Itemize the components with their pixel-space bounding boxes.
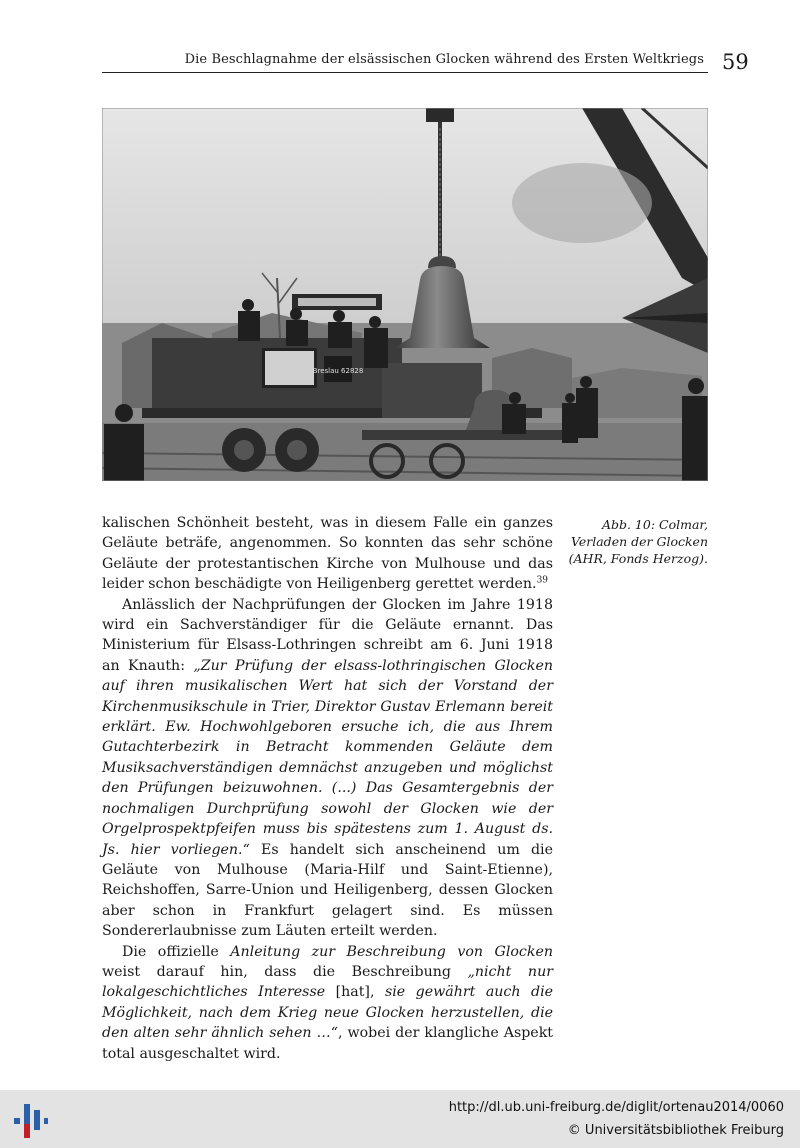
page-number: 59 [722,50,749,74]
paragraph-2-tail: Es handelt sich anscheinend um die Geläute von Mulhouse (Maria-Hilf und Saint-Etienne), Reichshoffen, Sarre-Union und Heiligenberg, dessen Glocken aber schon in Frankfurt gelagert sind. Es müssen Sondererlaubnisse zum Läuten erteilt werden. [102,841,553,940]
footnote-ref: 39 [536,575,549,586]
paragraph-3-tail: , wobei der klangliche Aspekt total ausgeschaltet wird. [102,1025,554,1062]
crate-sign: Breslau 62828 [312,367,364,375]
footer-copyright: © Universitätsbibliothek Freiburg [567,1123,784,1138]
caption-line: Verladen der Glocken [570,534,708,549]
running-head [102,48,708,73]
paragraph-3 [102,942,553,1064]
paragraph-3-mid: weist darauf hin, dass die Beschreibung [102,963,468,980]
paragraph-2 [102,595,553,942]
paragraph-1-text: kalischen Schönheit besteht, was in diesem Falle ein ganzes Geläute beträfe, angenommen. So konnten das sehr schöne Geläute der protestantischen Kirche von Mulhouse und das leider schon beschädigte von Heiligenberg gerettet werden. [102,515,553,593]
paragraph-1 [102,513,553,595]
footer-url-link[interactable]: http://dl.ub.uni-freiburg.de/diglit/ortenau2014/0060 [448,1100,784,1115]
running-title: Die Beschlagnahme der elsässischen Glocken während des Ersten Weltkriegs [184,52,704,67]
caption-line: (AHR, Fonds Herzog). [568,551,708,566]
paragraph-2-quote: „Zur Prüfung der elsass-lothringischen Glocken auf ihren musikalischen Wert hat sich der Vorstand der Kirchenmusikschule in Trier, Direktor Gustav Erlemann bereit erklärt. Ew. Hochwohlgeboren ersuche ich, die aus Ihrem Gutachterbezirk in Betracht kommenden Geläute dem Musiksachverständigen demnächst anzugeben und möglichst den Prüfungen beizuwohnen. (...) Das Gesamtergebnis der nochmaligen Durchprüfung sowohl der Glocken wie der Orgelprospektpfeifen muss bis spätestens zum 1. August ds. Js. hier vorliegen.“ [102,657,553,858]
paragraph-3-quote-2: sie gewährt auch die Möglichkeit, nach dem Krieg neue Glocken herzustellen, die den alten sehr ähnlich sehen …“ [102,984,554,1042]
paragraph-3-quote-1: „nicht nur lokalgeschichtliches Interesse [102,963,553,1001]
paragraph-3-lead: Die offizielle [122,943,231,960]
caption-line: Abb. 10: Colmar, [601,517,708,532]
paragraph-3-hat: [hat], [325,984,385,1001]
figure-photo [102,108,708,481]
paragraph-2-lead: Anlässlich der Nachprüfungen der Glocken im Jahre 1918 wird ein Sachverständiger für die Geläute ernannt. Das Ministerium für Elsass-Lothringen schreibt am 6. Juni 1918 an Knauth: [102,596,553,674]
paragraph-3-title: Anleitung zur Beschreibung von Glocken [230,943,553,960]
figure-caption [566,516,708,567]
body-text [102,513,553,1064]
footer-bar [0,1090,800,1148]
photo-illustration [102,108,708,481]
ub-freiburg-logo-icon [10,1100,50,1140]
